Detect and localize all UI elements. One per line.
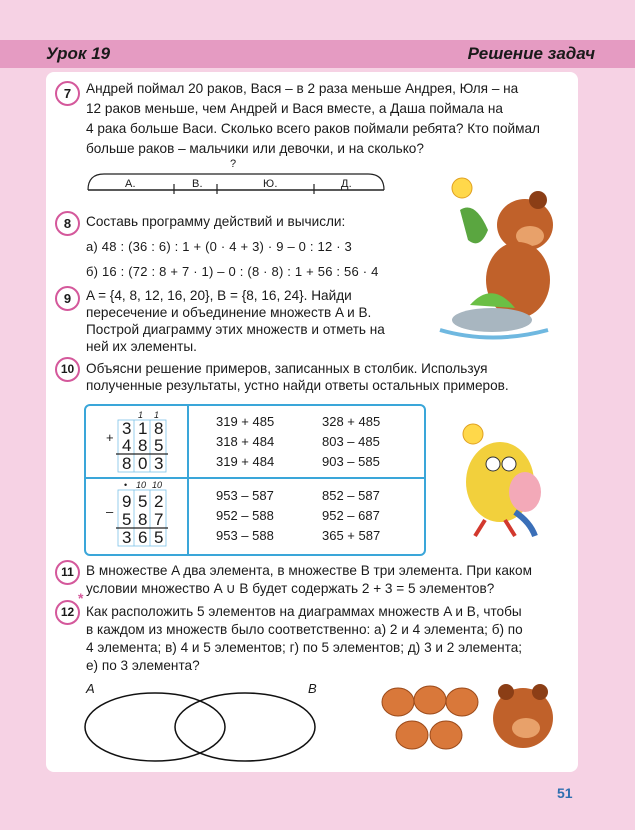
sub-sign: – [106,504,114,519]
task-10-number: 10 [55,357,80,382]
task-9-line: A = {4, 8, 12, 16, 20}, B = {8, 16, 24}. Найди [86,288,352,303]
venn-diagram [80,685,320,765]
task-9-line: пересечение и объединение множеств A и B. [86,305,372,320]
add-result-digit: 0 [138,454,148,473]
task-10-line: полученные результаты, устно найди ответы остальных примеров. [86,378,509,393]
add-example: 328 + 485 [322,414,381,429]
diagram-label-andrey: А. [125,178,136,190]
task-7-line: 12 раков меньше, чем Андрей и Вася вместе, а Даша поймала на [86,101,503,116]
piglet-icon [509,472,541,512]
sub-digit: 9 [122,492,132,511]
honey-pots-illustration [378,680,558,760]
add-carry: 1 [154,410,160,420]
bear-crayfish-illustration [430,170,560,345]
sub-digit: 5 [122,510,132,529]
task-12-line: 4 элемента; в) 4 и 5 элементов; г) по 5 элементов; д) 3 и 2 элемента; [86,640,523,655]
diagram-label-dasha: Д. [341,178,352,190]
sub-result-digit: 6 [138,528,148,547]
sub-digit: 2 [154,492,164,511]
pot-icon [382,688,414,716]
task-11-line: В множестве A два элемента, в множестве B три элемента. При каком [86,563,532,578]
lesson-header [0,40,635,68]
task-12-line: Как расположить 5 элементов на диаграммах множеств A и B, чтобы [86,604,522,619]
pot-icon [452,308,532,332]
task-7-line: Андрей поймал 20 раков, Вася – в 2 раза меньше Андрея, Юля – на [86,81,519,96]
task-7-line: больше раков – мальчики или девочки, и на сколько? [86,141,424,156]
task-7-number: 7 [55,81,80,106]
task-12-number: 12 [55,600,80,625]
venn-set-a [85,693,225,761]
column-calculation-table [84,404,426,556]
crayfish-icon [460,208,488,244]
task-10-line: Объясни решение примеров, записанных в столбик. Используя [86,361,488,376]
bird-piglet-illustration [445,412,565,542]
add-result-digit: 8 [122,454,132,473]
sub-digit: 7 [154,510,164,529]
task-12-line: в каждом из множеств было соответственно: а) 2 и 4 элемента; б) по [86,622,523,637]
task-7-line: 4 рака больше Васи. Сколько всего раков поймали ребята? Кто поймал [86,121,540,136]
pot-icon [414,686,446,714]
task-9-line: ней их элементы. [86,339,197,354]
sub-example: 365 + 587 [322,528,381,543]
sub-example: 852 – 587 [322,488,380,503]
task-12-line: е) по 3 элемента? [86,658,200,673]
add-digit: 8 [154,419,164,438]
sub-digit: 5 [138,492,148,511]
sun-icon [452,178,472,198]
diagram-label-vasya: В. [192,178,203,190]
sub-borrow: 10 [136,480,147,490]
add-digit: 5 [154,436,164,455]
pot-icon [446,688,478,716]
sub-example: 952 – 687 [322,508,380,523]
task-8-expression-b: б) 16 : (72 : 8 + 7 · 1) – 0 : (8 · 8) : 1 + 56 : 56 · 4 [86,264,379,279]
pot-icon [396,721,428,749]
add-example: 903 – 585 [322,454,380,469]
sub-borrow: 10 [152,480,163,490]
task-8-prompt-text: Составь программу действий и вычисли: [86,214,346,229]
lesson-title: Урок 19 [46,44,111,63]
add-example: 319 + 484 [216,454,275,469]
sub-example: 953 – 588 [216,528,274,543]
add-example: 318 + 484 [216,434,275,449]
task-8-number: 8 [55,211,80,236]
add-digit: 3 [122,419,132,438]
sub-example: 953 – 587 [216,488,274,503]
task-11-number: 11 [55,560,80,585]
sub-digit: 8 [138,510,148,529]
venn-label-a: A [86,681,95,696]
add-result-digit: 3 [154,454,164,473]
add-sign: + [106,430,114,445]
sub-example: 952 – 588 [216,508,274,523]
add-example: 319 + 485 [216,414,275,429]
task-8-expression-a: а) 48 : (36 : 6) : 1 + (0 · 4 + 3) · 9 – 0 : 12 · 3 [86,239,352,254]
lesson-topic: Решение задач [467,44,595,63]
add-example: 803 – 485 [322,434,380,449]
sub-result-digit: 5 [154,528,164,547]
sun-icon [463,424,483,444]
add-carry: 1 [138,410,144,420]
task-9-number: 9 [55,286,80,311]
pot-icon [430,721,462,749]
task-11-line: условии множество A ∪ B будет содержать 2 + 3 = 5 элементов? [86,581,495,596]
add-digit: 4 [122,436,132,455]
diagram-label-yulya: Ю. [263,178,278,190]
diagram-question: ? [230,158,237,170]
venn-label-b: B [308,681,317,696]
sub-result-digit: 3 [122,528,132,547]
page-number: 51 [557,785,573,801]
task-9-line: Построй диаграмму этих множеств и отметь на [86,322,385,337]
add-digit: 8 [138,436,148,455]
segment-diagram [82,156,392,198]
add-digit: 1 [138,419,148,438]
task-12-star: * [78,590,84,606]
venn-set-b [175,693,315,761]
sub-borrow: • [124,480,128,490]
